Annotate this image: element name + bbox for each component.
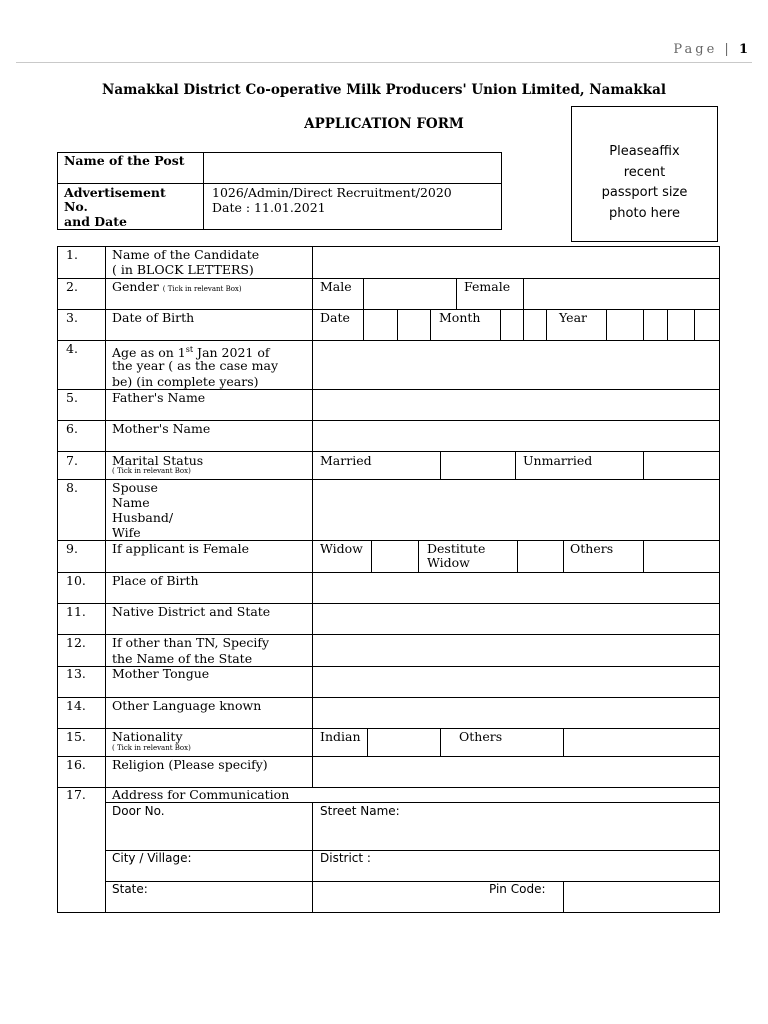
row-number: 14. [66, 698, 86, 713]
row-number: 3. [66, 310, 78, 325]
native-district-label: Native District and State [112, 604, 271, 619]
advertisement-number: 1026/Admin/Direct Recruitment/2020 [212, 185, 452, 200]
mother-tongue-field[interactable] [314, 668, 718, 696]
other-state-field[interactable] [314, 636, 718, 665]
row-number: 8. [66, 480, 78, 495]
photo-line-4: photo here [609, 205, 680, 221]
photo-line-3: passport size [601, 185, 688, 200]
candidate-name-label: Name of the Candidate [112, 247, 260, 262]
mother-name-label: Mother's Name [112, 421, 211, 436]
row-number: 17. [66, 787, 86, 802]
female-tick-box[interactable] [525, 280, 718, 308]
spouse-label-1: Spouse [112, 480, 158, 495]
female-option-destitute-widow: Widow [427, 555, 470, 570]
male-tick-box[interactable] [365, 280, 455, 308]
marital-option-married: Married [320, 453, 372, 468]
dob-date-label: Date [320, 310, 350, 325]
other-language-field[interactable] [314, 699, 718, 727]
row-number: 11. [66, 604, 86, 619]
tick-note: ( Tick in relevant Box) [112, 744, 191, 752]
female-option-destitute: Destitute [427, 541, 486, 556]
row-number: 16. [66, 757, 86, 772]
row-number: 1. [66, 247, 78, 262]
row-number: 12. [66, 635, 86, 650]
state-label: State: [112, 882, 148, 896]
advertisement-label-1: Advertisement [64, 185, 166, 200]
row-number: 7. [66, 453, 78, 468]
age-label: Age as on 1st Jan 2021 of [112, 345, 270, 361]
photo-box[interactable] [571, 106, 718, 242]
place-of-birth-field[interactable] [314, 574, 718, 602]
spouse-name-field[interactable] [314, 481, 718, 539]
row-number: 5. [66, 390, 78, 405]
mother-tongue-label: Mother Tongue [112, 666, 210, 681]
candidate-name-field[interactable] [314, 248, 718, 277]
age-field[interactable] [314, 342, 718, 388]
photo-line-2: recent [623, 164, 666, 180]
age-label-2: the year ( as the case may [112, 358, 279, 373]
native-district-field[interactable] [314, 605, 718, 633]
page-label: Page [673, 42, 718, 57]
dob-year-label: Year [559, 310, 587, 325]
row-number: 9. [66, 541, 78, 556]
post-name-field[interactable] [205, 154, 500, 182]
religion-label: Religion (Please specify) [112, 757, 268, 772]
street-name-label: Street Name: [320, 804, 400, 818]
spouse-label-4: Wife [112, 525, 141, 540]
row-number: 15. [66, 729, 86, 744]
mother-name-field[interactable] [314, 422, 718, 450]
gender-option-male: Male [320, 279, 352, 294]
female-option-widow: Widow [320, 541, 363, 556]
dob-month-label: Month [439, 310, 481, 325]
candidate-name-sublabel: ( in BLOCK LETTERS) [112, 262, 254, 277]
row-number: 2. [66, 279, 78, 294]
city-village-label: City / Village: [112, 851, 192, 865]
female-applicant-label: If applicant is Female [112, 541, 249, 556]
nationality-label: Nationality [112, 729, 183, 744]
row-number: 4. [66, 341, 78, 356]
father-name-label: Father's Name [112, 390, 206, 405]
advertisement-label-3: and Date [64, 214, 127, 229]
district-label: District : [320, 851, 371, 865]
organization-title: Namakkal District Co-operative Milk Producers' Union Limited, Namakkal [102, 82, 666, 98]
advertisement-label-2: No. [64, 199, 88, 214]
other-state-label-2: the Name of the State [112, 651, 253, 666]
row-number: 10. [66, 573, 86, 588]
marital-status-label: Marital Status [112, 453, 204, 468]
tick-note: ( Tick in relevant Box) [162, 285, 242, 293]
father-name-field[interactable] [314, 391, 718, 419]
header-rule [16, 62, 752, 63]
door-no-label: Door No. [112, 804, 165, 818]
post-name-label: Name of the Post [64, 153, 185, 168]
spouse-label-3: Husband/ [112, 510, 174, 525]
row-number: 6. [66, 421, 78, 436]
dob-label: Date of Birth [112, 310, 195, 325]
place-of-birth-label: Place of Birth [112, 573, 199, 588]
address-label: Address for Communication [112, 787, 290, 802]
photo-line-1: Pleaseaffix [609, 144, 680, 159]
female-option-others: Others [570, 541, 614, 556]
other-language-label: Other Language known [112, 698, 262, 713]
advertisement-date: Date : 11.01.2021 [212, 200, 326, 215]
age-label-3: be) (in complete years) [112, 374, 259, 389]
nationality-option-indian: Indian [320, 729, 361, 744]
gender-label: Gender ( Tick in relevant Box) [112, 279, 242, 294]
row-number: 13. [66, 666, 86, 681]
other-state-label-1: If other than TN, Specify [112, 635, 270, 650]
gender-option-female: Female [464, 279, 511, 294]
tick-note: ( Tick in relevant Box) [112, 467, 191, 475]
spouse-label-2: Name [112, 495, 150, 510]
form-title: APPLICATION FORM [304, 116, 464, 132]
pin-code-label: Pin Code: [489, 882, 546, 896]
religion-field[interactable] [314, 758, 718, 786]
page-number: Page | 1 [673, 42, 748, 57]
marital-option-unmarried: Unmarried [523, 453, 593, 468]
page-number-value: 1 [738, 42, 748, 57]
nationality-option-others: Others [459, 729, 503, 744]
